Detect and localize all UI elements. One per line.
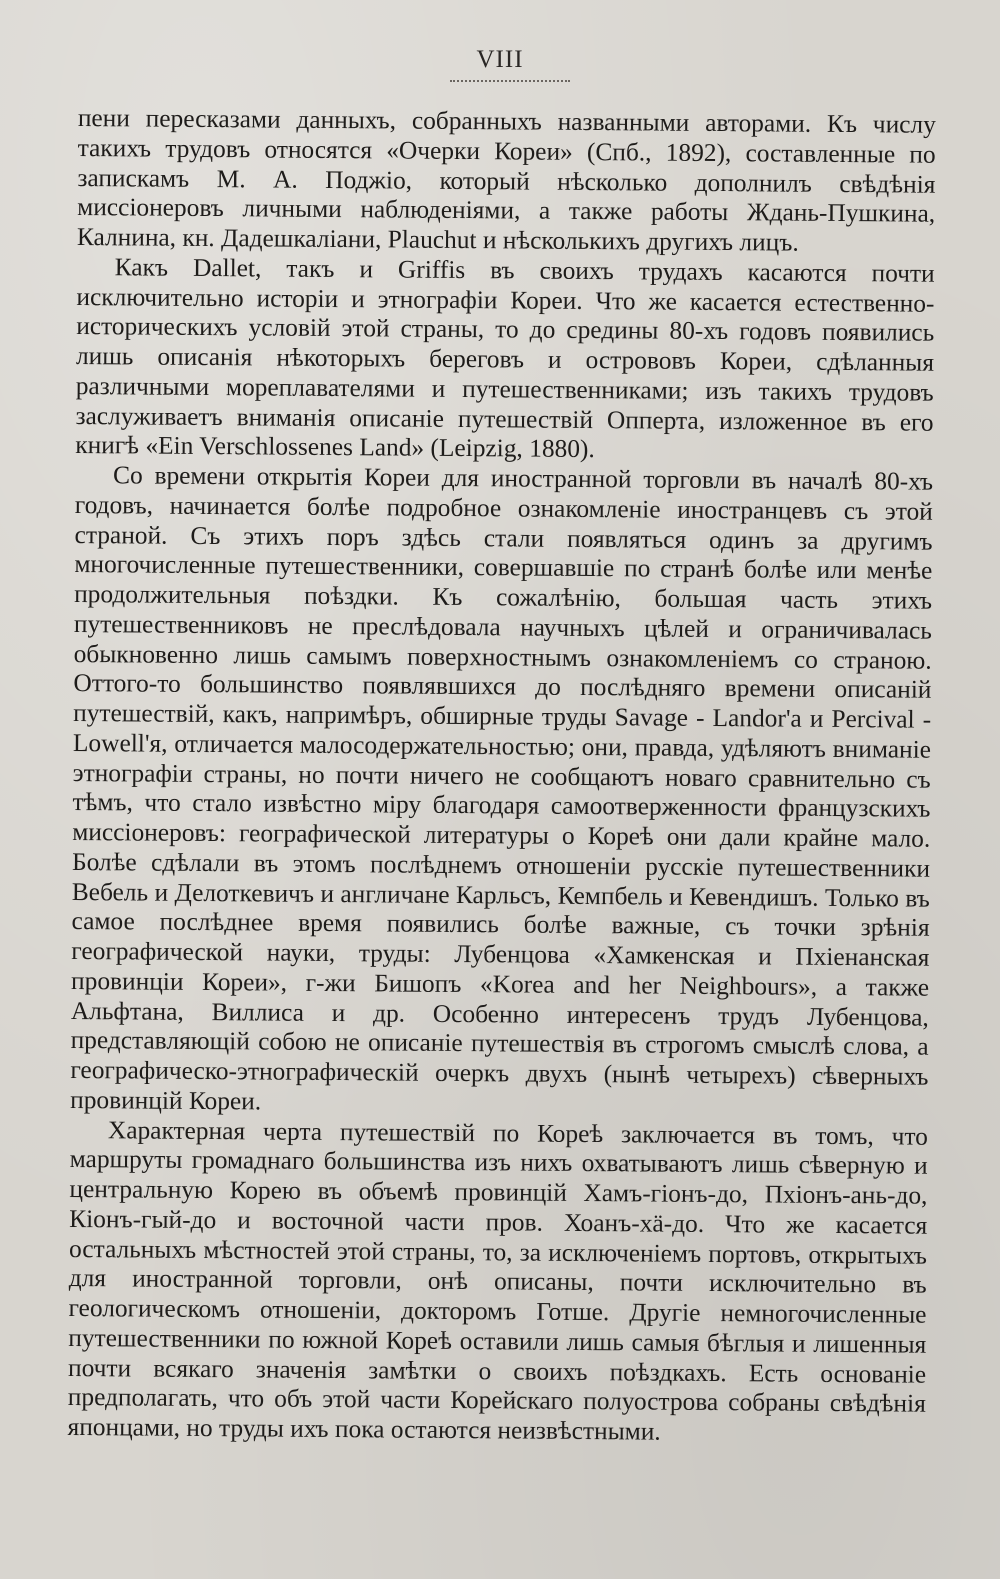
paragraph-opening-of-korea: Со времени открытія Кореи для иностранной торговли въ началѣ 80-хъ годовъ, начинается болѣе подробное ознакомленіе иностранцевъ съ этой страной. Съ этихъ поръ здѣсь стали появляться одинъ за другимъ многочисленные путешественники, совершавшіе по странѣ болѣе или менѣе продолжительныя поѣздки. Къ сожалѣнію, большая часть этихъ путешественниковъ не преслѣдовала научныхъ цѣлей и ограничивалась обыкновенно лишь самымъ поверхностнымъ ознакомленіемъ со страною. Оттого-то большинство появлявшихся до послѣдняго времени описаній путешествій, какъ, напримѣръ, обширные труды Savage - Landor'а и Percival - Lowell'я, отличается малосодержательностью; они, правда, удѣляютъ вниманіе этнографіи страны, но почти ничего не сообщаютъ новаго сравнительно съ тѣмъ, что стало извѣстно міру благодаря самоотверженности французскихъ миссіонеровъ: географической литературы о Кореѣ они дали крайне мало. Болѣе сдѣлали въ этомъ послѣднемъ отношеніи русскіе путешественники Вебель и Делоткевичъ и англичане Карльсъ, Кемпбель и Кевендишъ. Только въ самое послѣднее время появились болѣе важные, съ точки зрѣнія географической науки, труды: Лубенцова «Хамкенская и Пхіенанская провинціи Кореи», г-жи Бишопъ «Korea and her Neighbours», а также Альфтана, Виллиса и др. Особенно интересенъ трудъ Лубенцова, представляющій собою не описаніе путешествія въ строгомъ смыслѣ слова, а географическо-этнографическій очеркъ двухъ (нынѣ четырехъ) сѣверныхъ провинцій Кореи. (70, 461, 934, 1116)
page-number: VIII (476, 46, 524, 73)
paragraph-continuation: пени пересказами данныхъ, собранныхъ названными авторами. Къ числу такихъ трудовъ относятся «Очерки Кореи» (Спб., 1892), составленные по запискамъ М. А. Поджіо, который нѣсколько дополнилъ свѣдѣнія миссіонеровъ личными наблюденіями, а также работы Ждань-Пушкина, Калнина, кн. Дадешкаліани, Plauchut и нѣсколькихъ другихъ лицъ. (76, 104, 936, 257)
header-rule (450, 80, 570, 82)
body-text (67, 104, 935, 1449)
paragraph-dallet-griffis: Какъ Dallet, такъ и Griffis въ своихъ трудахъ касаются почти исключительно исторіи и этнографіи Кореи. Что же касается естественно-историческихъ условій этой страны, то до средины 80-хъ годовъ появились лишь описанія нѣкоторыхъ береговъ и острововъ Кореи, сдѣланныя различными мореплавателями и путешественниками; изъ такихъ трудовъ заслуживаетъ вниманія описаніе путешествій Опперта, изложенное въ его книгѣ «Ein Verschlossenes Land» (Leipzig, 1880). (75, 253, 935, 464)
paragraph-routes: Характерная черта путешествій по Кореѣ заключается въ томъ, что маршруты громаднаго большинства изъ нихъ охватываютъ лишь сѣверную и центральную Корею въ объемѣ провинцій Хамъ-гіонъ-до, Пхіонъ-ань-до, Кіонъ-гый-до и восточной части пров. Хоанъ-хä-до. Что же касается остальныхъ мѣстностей этой страны, то, за исключеніемъ портовъ, открытыхъ для иностранной торговли, онѣ описаны, почти исключительно въ геологическомъ отношеніи, докторомъ Готше. Другіе немногочисленные путешественники по южной Кореѣ оставили лишь самыя бѣглыя и лишенныя почти всякаго значенія замѣтки о своихъ поѣздкахъ. Есть основаніе предполагать, что объ этой части Корейскаго полуострова собраны свѣдѣнія японцами, но труды ихъ пока остаются неизвѣстными. (67, 1115, 929, 1446)
